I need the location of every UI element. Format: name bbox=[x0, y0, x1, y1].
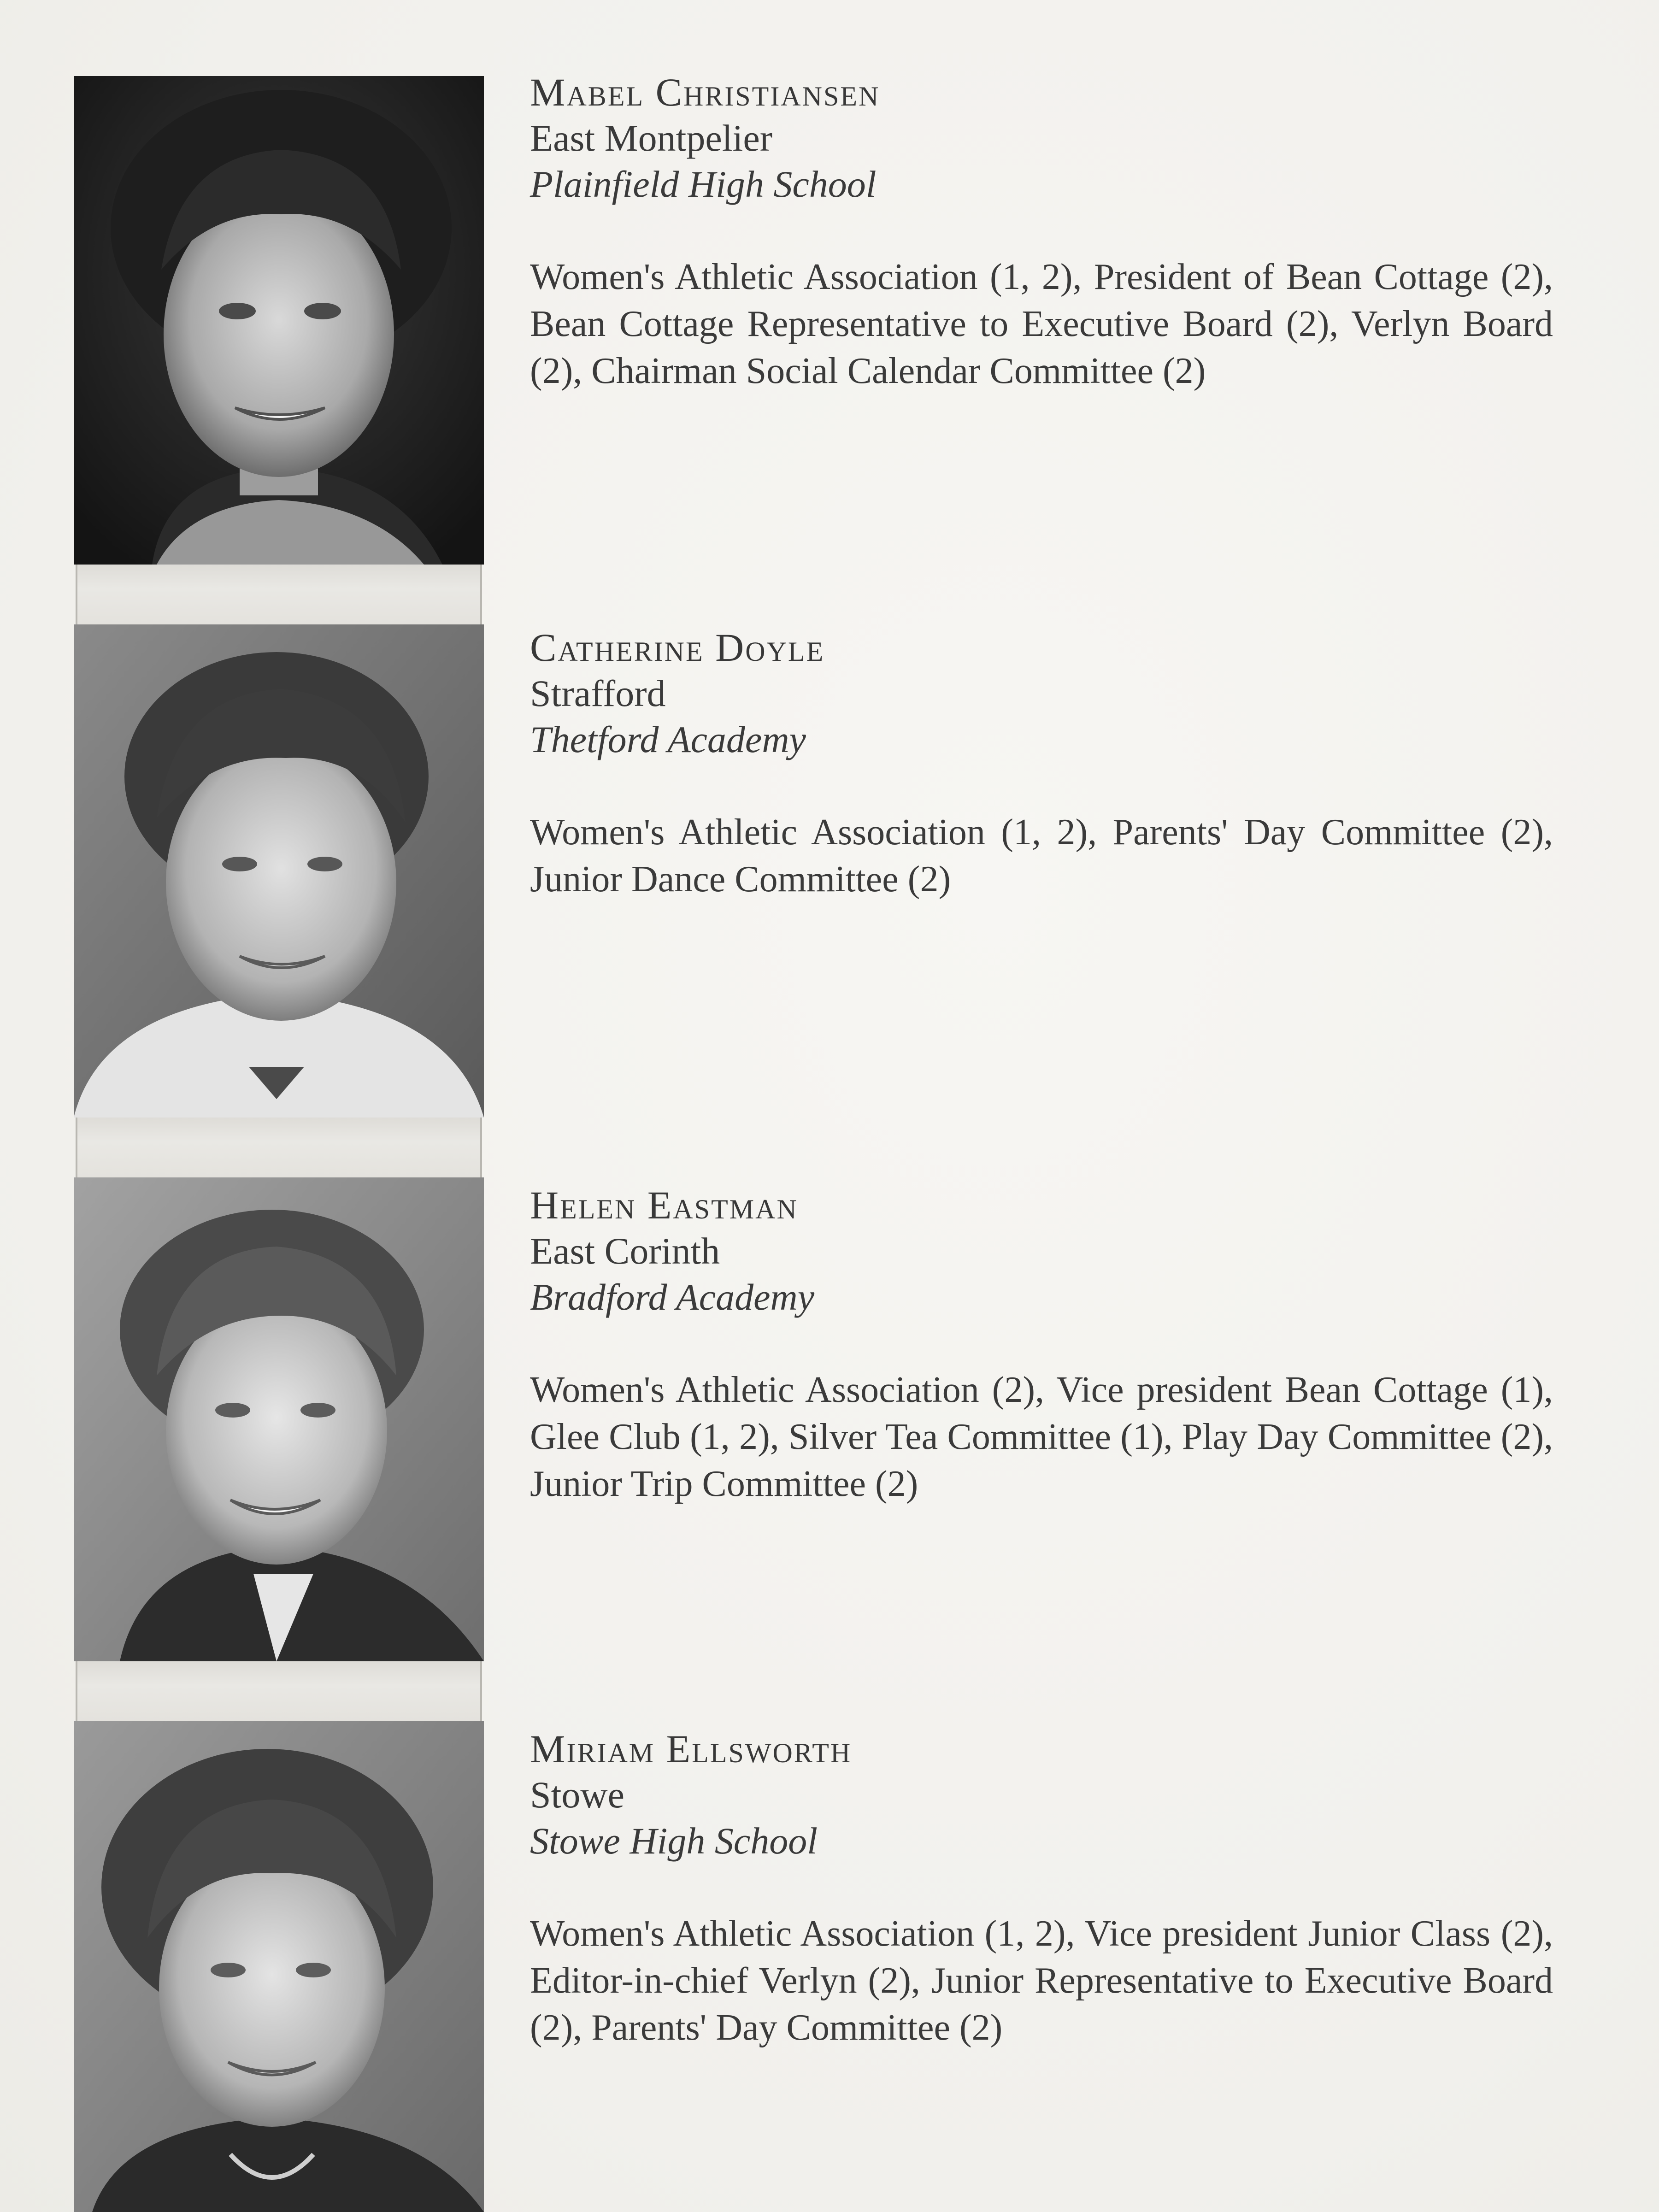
student-name: Mabel Christiansen bbox=[530, 70, 880, 114]
student-activities: Women's Athletic Association (1, 2), Parents' Day Committee (2), Junior Dance Committee (2) bbox=[530, 812, 1553, 900]
student-activities: Women's Athletic Association (2), Vice president Bean Cottage (1), Glee Club (1, 2), Silver Tea Committee (1), Play Day Committee (2), Junior Trip Committee (2) bbox=[530, 1370, 1553, 1504]
student-school: Thetford Academy bbox=[530, 718, 806, 760]
student-hometown: East Corinth bbox=[530, 1230, 720, 1272]
portrait-photo-4 bbox=[74, 1721, 484, 2212]
student-activities: Women's Athletic Association (1, 2), Vice president Junior Class (2), Editor-in-chief Verlyn (2), Junior Representative to Executive Board (2), Parents' Day Committee (2) bbox=[530, 1913, 1553, 2048]
student-hometown: East Montpelier bbox=[530, 117, 773, 159]
photo-divider-1 bbox=[76, 565, 482, 624]
portrait-photo-1 bbox=[74, 76, 484, 565]
student-name: Catherine Doyle bbox=[530, 625, 825, 670]
student-school: Bradford Academy bbox=[530, 1276, 815, 1318]
portrait-photo-3 bbox=[74, 1177, 484, 1661]
photo-divider-2 bbox=[76, 1118, 482, 1177]
student-hometown: Stowe bbox=[530, 1774, 624, 1816]
photo-divider-3 bbox=[76, 1661, 482, 1721]
student-entry-4 bbox=[530, 1726, 1553, 2051]
student-school: Stowe High School bbox=[530, 1820, 818, 1862]
student-name: Miriam Ellsworth bbox=[530, 1727, 852, 1771]
student-hometown: Strafford bbox=[530, 672, 666, 714]
photo-column bbox=[74, 76, 486, 2212]
student-entry-2 bbox=[530, 624, 1553, 903]
student-entry-3 bbox=[530, 1182, 1553, 1507]
student-school: Plainfield High School bbox=[530, 163, 877, 205]
student-name: Helen Eastman bbox=[530, 1183, 798, 1227]
student-activities: Women's Athletic Association (1, 2), President of Bean Cottage (2), Bean Cottage Representative to Executive Board (2), Verlyn Board (2), Chairman Social Calendar Committee (2) bbox=[530, 257, 1553, 391]
portrait-photo-2 bbox=[74, 624, 484, 1118]
student-entry-1 bbox=[530, 69, 1553, 394]
